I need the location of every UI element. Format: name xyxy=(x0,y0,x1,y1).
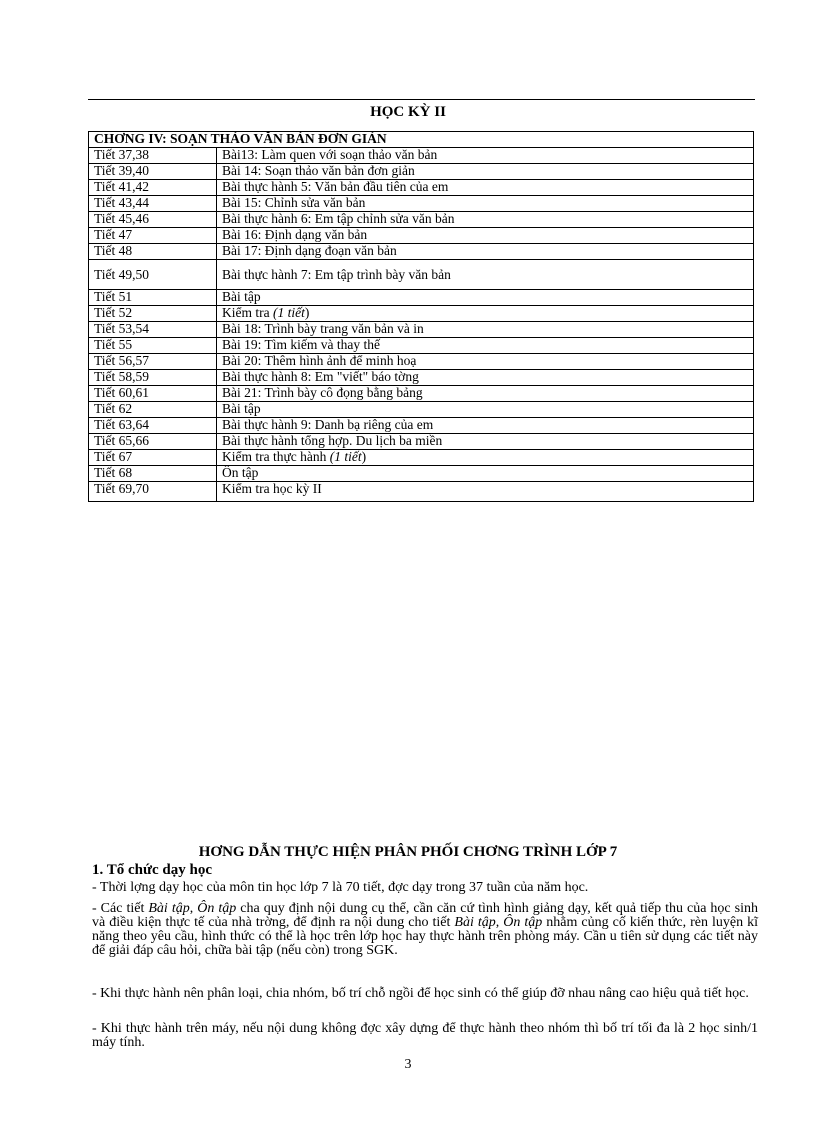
lesson-cell: Bài13: Làm quen với soạn thảo văn bản xyxy=(217,148,754,164)
lesson-cell: Bài thực hành tổng hợp. Du lịch ba miền xyxy=(217,434,754,450)
lesson-cell: Bài thực hành 9: Danh bạ riêng của em xyxy=(217,418,754,434)
semester-title: HỌC KỲ II xyxy=(370,104,446,120)
lesson-cell: Bài thực hành 6: Em tập chỉnh sửa văn bản xyxy=(217,212,754,228)
period-cell: Tiết 47 xyxy=(89,228,217,244)
period-cell: Tiết 53,54 xyxy=(89,322,217,338)
lesson-cell: Kiểm tra thực hành (1 tiết) xyxy=(217,450,754,466)
period-cell: Tiết 52 xyxy=(89,306,217,322)
top-rule xyxy=(88,99,755,100)
period-cell: Tiết 69,70 xyxy=(89,482,217,502)
table-row xyxy=(89,260,754,290)
paragraph-1: - Thời lợng dạy học của môn tin học lớp 7 là 70 tiết, đợc dạy trong 37 tuần của năm học. xyxy=(92,880,589,895)
page-number: 3 xyxy=(404,1057,412,1072)
table-row xyxy=(89,450,754,466)
table-row xyxy=(89,180,754,196)
period-cell: Tiết 49,50 xyxy=(89,260,217,290)
lesson-cell: Ôn tập xyxy=(217,466,754,482)
table-row xyxy=(89,418,754,434)
period-cell: Tiết 65,66 xyxy=(89,434,217,450)
period-cell: Tiết 56,57 xyxy=(89,354,217,370)
guide-title: HƠNG DẪN THỰC HIỆN PHÂN PHỐI CHƠNG TRÌNH LỚP 7 xyxy=(198,844,618,860)
table-row xyxy=(89,164,754,180)
table-row xyxy=(89,212,754,228)
period-cell: Tiết 43,44 xyxy=(89,196,217,212)
lesson-cell: Bài thực hành 8: Em "viết" báo tờng xyxy=(217,370,754,386)
schedule-table xyxy=(88,131,754,502)
paragraph-2: - Các tiết Bài tập, Ôn tập cha quy định nội dung cụ thể, cần căn cứ tình hình giảng dạy, kết quả tiếp thu của học sinh và điều kiện thực tế của nhà trờng, để định ra nội dung cho tiết Bài tập, Ôn tập nhằm củng cố kiến thức, rèn luyện kĩ năng theo yêu cầu, hình thức có thể là học trên lớp học hay thực hành trên phòng máy. Cần u tiên sử dụng các tiết này để giải đáp câu hỏi, chữa bài tập (nếu còn) trong SGK. xyxy=(92,901,759,958)
lesson-cell: Bài 16: Định dạng văn bản xyxy=(217,228,754,244)
table-row xyxy=(89,148,754,164)
lesson-cell: Bài thực hành 5: Văn bản đầu tiên của em xyxy=(217,180,754,196)
table-row xyxy=(89,386,754,402)
lesson-cell: Bài 20: Thêm hình ảnh để minh hoạ xyxy=(217,354,754,370)
lesson-cell: Bài 19: Tìm kiếm và thay thế xyxy=(217,338,754,354)
period-cell: Tiết 68 xyxy=(89,466,217,482)
paragraph-3: - Khi thực hành nên phân loại, chia nhóm, bố trí chỗ ngồi để học sinh có thể giúp đỡ nhau nâng cao hiệu quả tiết học. xyxy=(92,986,749,1001)
table-row xyxy=(89,402,754,418)
period-cell: Tiết 48 xyxy=(89,244,217,260)
period-cell: Tiết 41,42 xyxy=(89,180,217,196)
lesson-cell: Bài thực hành 7: Em tập trình bày văn bản xyxy=(217,260,754,290)
period-cell: Tiết 45,46 xyxy=(89,212,217,228)
lesson-cell: Kiểm tra học kỳ II xyxy=(217,482,754,502)
lesson-cell: Bài 14: Soạn thảo văn bản đơn giản xyxy=(217,164,754,180)
period-cell: Tiết 51 xyxy=(89,290,217,306)
table-row xyxy=(89,228,754,244)
section-heading: 1. Tổ chức dạy học xyxy=(92,862,212,878)
period-cell: Tiết 58,59 xyxy=(89,370,217,386)
table-row xyxy=(89,306,754,322)
lesson-cell: Bài tập xyxy=(217,290,754,306)
table-row xyxy=(89,244,754,260)
table-row xyxy=(89,196,754,212)
table-row xyxy=(89,370,754,386)
table-row xyxy=(89,434,754,450)
period-cell: Tiết 39,40 xyxy=(89,164,217,180)
table-row xyxy=(89,322,754,338)
period-cell: Tiết 60,61 xyxy=(89,386,217,402)
table-row xyxy=(89,354,754,370)
period-cell: Tiết 55 xyxy=(89,338,217,354)
lesson-cell: Bài 15: Chỉnh sửa văn bản xyxy=(217,196,754,212)
table-row xyxy=(89,290,754,306)
lesson-cell: Bài 21: Trình bày cô đọng bằng bảng xyxy=(217,386,754,402)
period-cell: Tiết 67 xyxy=(89,450,217,466)
period-cell: Tiết 62 xyxy=(89,402,217,418)
lesson-cell: Bài 18: Trình bày trang văn bản và in xyxy=(217,322,754,338)
table-row xyxy=(89,338,754,354)
lesson-cell: Bài 17: Định dạng đoạn văn bản xyxy=(217,244,754,260)
table-row xyxy=(89,482,754,502)
paragraph-4: - Khi thực hành trên máy, nếu nội dung không đợc xây dựng để thực hành theo nhóm thì bố trí tối đa là 2 học sinh/1 máy tính. xyxy=(92,1021,758,1050)
period-cell: Tiết 37,38 xyxy=(89,148,217,164)
lesson-cell: Kiểm tra (1 tiết) xyxy=(217,306,754,322)
table-row xyxy=(89,466,754,482)
lesson-cell: Bài tập xyxy=(217,402,754,418)
period-cell: Tiết 63,64 xyxy=(89,418,217,434)
chapter-heading: CHƠNG IV: SOẠN THẢO VĂN BẢN ĐƠN GIẢN xyxy=(89,132,754,148)
chapter-heading-row xyxy=(89,132,754,148)
